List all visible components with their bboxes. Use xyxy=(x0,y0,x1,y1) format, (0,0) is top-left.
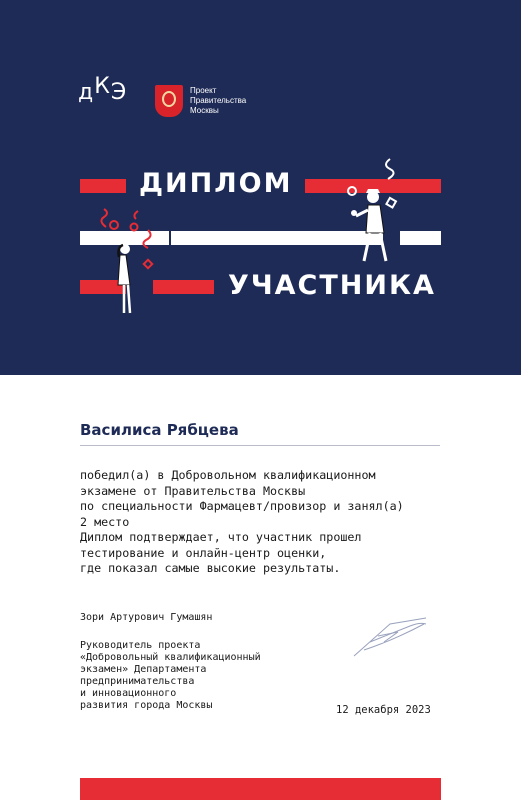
signatory-role: Руководитель проекта «Добровольный квалификационный экзамен» Департамента предпринимательства и инновационного развития города Москвы xyxy=(80,640,261,711)
signatory-name: Зори Артурович Гумашян xyxy=(80,612,213,623)
diploma-title: ДИПЛОМ xyxy=(139,168,293,199)
man-figure-icon xyxy=(340,155,410,265)
woman-figure-icon xyxy=(98,205,160,320)
divider xyxy=(80,445,440,446)
diploma-text: победил(а) в Добровольном квалификационном экзамене от Правительства Москвы по специальности Фармацевт/провизор и занял(а) 2 место Диплом подтверждает, что участник прошел тестирование и онлайн-центр оценки, где показал самые высокие результаты. xyxy=(80,468,404,575)
moscow-coat-of-arms-icon xyxy=(155,85,183,117)
recipient-name: Василиса Рябцева xyxy=(80,421,239,439)
dke-logo: дКЭ xyxy=(78,74,128,105)
bottom-red-bar xyxy=(80,778,441,800)
diploma-date: 12 декабря 2023 xyxy=(336,704,431,716)
red-stripe xyxy=(153,280,214,294)
participant-title: УЧАСТНИКА xyxy=(228,270,436,301)
red-stripe xyxy=(80,179,126,193)
government-project-label: Проект Правительства Москвы xyxy=(190,86,247,115)
certificate-header xyxy=(0,0,521,375)
signature xyxy=(350,612,430,662)
